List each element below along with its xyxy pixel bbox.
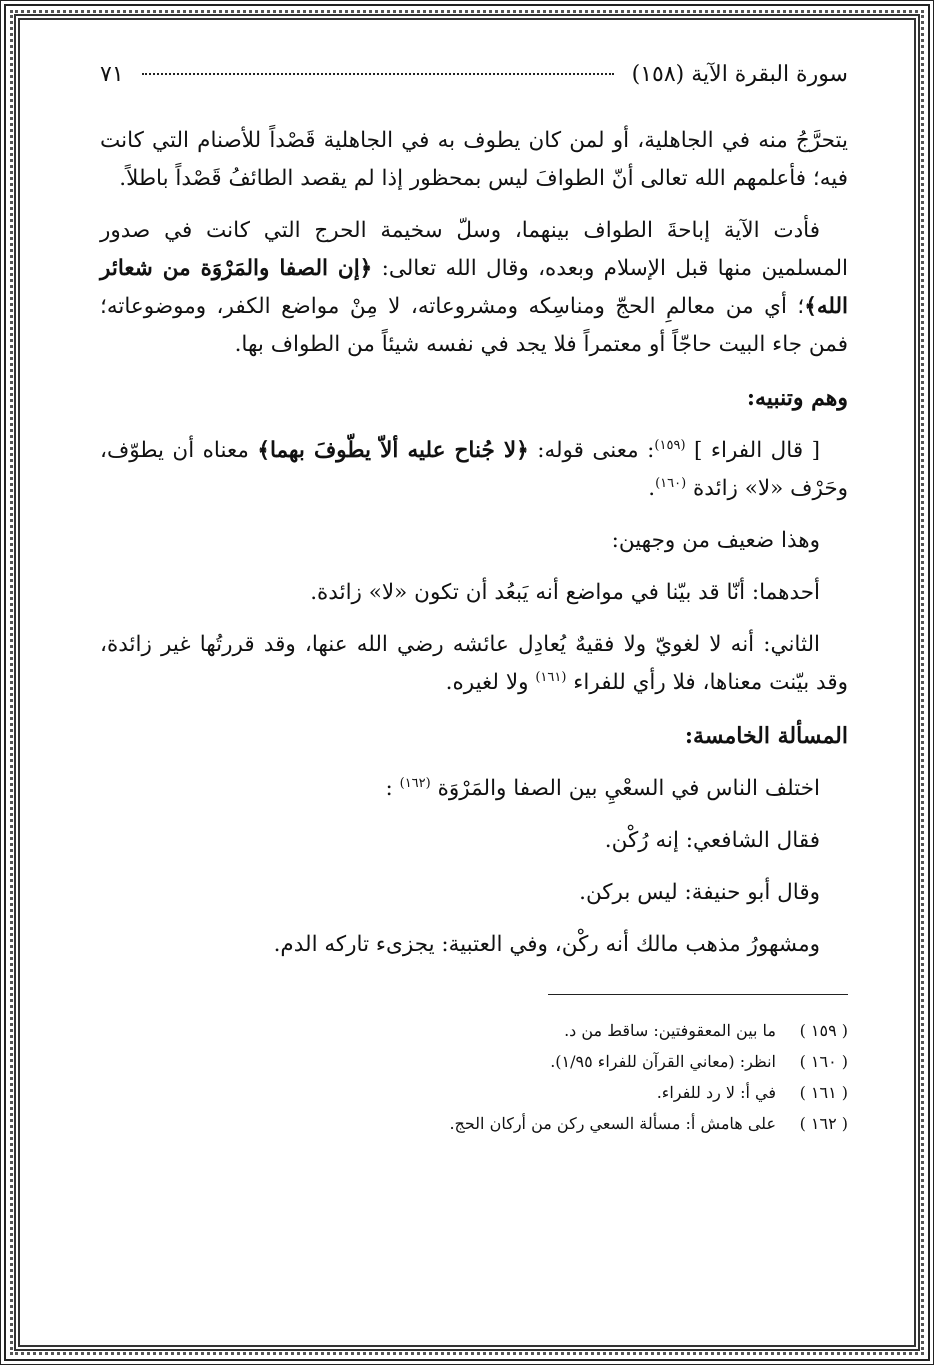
running-header <box>100 50 848 100</box>
paragraph-6-end: ولا لغيره. <box>445 670 529 695</box>
section-heading-wahm: وهم وتنبيه: <box>746 385 848 411</box>
paragraph-2 <box>100 212 848 364</box>
footnote-item <box>100 1015 848 1046</box>
paragraph-1: يتحرَّجُ منه في الجاهلية، أو لمن كان يطوف به في الجاهلية قَصْداً للأصنام التي كانت فيه؛ فأعلمهم الله تعالى أنّ الطوافَ ليس بمحظور إذا لم يقصد الطائفُ قَصْداً باطلاً. <box>100 128 848 191</box>
paragraph-4: وهذا ضعيف من وجهين: <box>611 528 820 553</box>
footnote-text: في أ: لا رد للفراء. <box>656 1083 776 1102</box>
footnote-item <box>100 1046 848 1077</box>
footnote-ref-162: (١٦٢) <box>399 775 431 791</box>
section-heading-masala-5: المسألة الخامسة: <box>684 723 848 749</box>
quran-quote-1: ﴿إن الصفا والمَرْوَة من شعائر الله﴾ <box>100 256 848 319</box>
paragraph-7 <box>100 770 848 808</box>
paragraph-3-end: معناه أن يطوّف، وحَرْف «لا» زائدة <box>100 438 848 501</box>
page-content <box>100 50 848 1139</box>
paragraph-3-mid: : معنى قوله: <box>537 438 655 463</box>
paragraph-7-start: اختلف الناس في السعْيِ بين الصفا والمَرْوَة <box>437 776 820 801</box>
footnote-item <box>100 1077 848 1108</box>
quran-quote-2: ﴿لا جُناح عليه ألاّ يطّوفَ بهما﴾ <box>257 438 529 463</box>
footnote-number: ( ١٦١ ) <box>799 1083 848 1102</box>
paragraph-7-end: : <box>385 776 393 801</box>
footnote-text: على هامش أ: مسألة السعي ركن من أركان الحج. <box>449 1114 776 1133</box>
paragraph-8: فقال الشافعي: إنه رُكْن. <box>604 828 820 853</box>
paragraph-6 <box>100 626 848 702</box>
paragraph-2-end: ؛ أي من معالمِ الحجّ ومناسِكه ومشروعاته، لا مِنْ مواضع الكفر، وموضوعاته؛ فمن جاء البيت حاجّاً أو معتمراً فلا يجد في نفسه شيئاً من الطواف بها. <box>100 294 848 357</box>
header-dot-leader <box>142 73 614 75</box>
footnote-text: انظر: (معاني القرآن للفراء ١/٩٥). <box>550 1052 776 1071</box>
paragraph-3 <box>100 432 848 508</box>
header-title: سورة البقرة الآية (١٥٨) <box>631 62 848 87</box>
footnote-text: ما بين المعقوفتين: ساقط من د. <box>564 1021 776 1040</box>
footnote-separator <box>548 994 848 995</box>
footnote-ref-159: (١٥٩) <box>654 437 686 453</box>
paragraph-3-start: [ قال الفراء ] <box>694 438 820 463</box>
paragraph-10: ومشهورُ مذهب مالك أنه ركْن، وفي العتبية: يجزىء تاركه الدم. <box>273 932 820 957</box>
paragraph-9: وقال أبو حنيفة: ليس بركن. <box>579 880 820 905</box>
footnote-item <box>100 1108 848 1139</box>
paragraph-5: أحدهما: أنّا قد بيّنا في مواضع أنه يَبعُد أن تكون «لا» زائدة. <box>310 580 820 605</box>
footnote-ref-160: (١٦٠) <box>655 475 687 491</box>
paragraph-3-period: . <box>648 476 656 501</box>
footnote-number: ( ١٦٠ ) <box>799 1052 848 1071</box>
footnote-number: ( ١٥٩ ) <box>799 1021 848 1040</box>
footnote-ref-161: (١٦١) <box>535 669 567 685</box>
paragraph-6-start: الثاني: أنه لا لغويّ ولا فقيهٌ يُعادِل عائشه رضي الله عنها، وقد قررتُها غير زائدة، وقد بيّنت معناها، فلا رأي للفراء <box>100 632 848 695</box>
paragraph-2-start: فأدت الآية إباحةَ الطواف بينهما، وسلّ سخيمة الحرج التي كانت في صدور المسلمين منها قبل الإسلام وبعده، وقال الله تعالى: <box>100 218 848 281</box>
page-number: ٧١ <box>100 62 124 87</box>
footnotes <box>100 1015 848 1139</box>
footnote-number: ( ١٦٢ ) <box>799 1114 848 1133</box>
